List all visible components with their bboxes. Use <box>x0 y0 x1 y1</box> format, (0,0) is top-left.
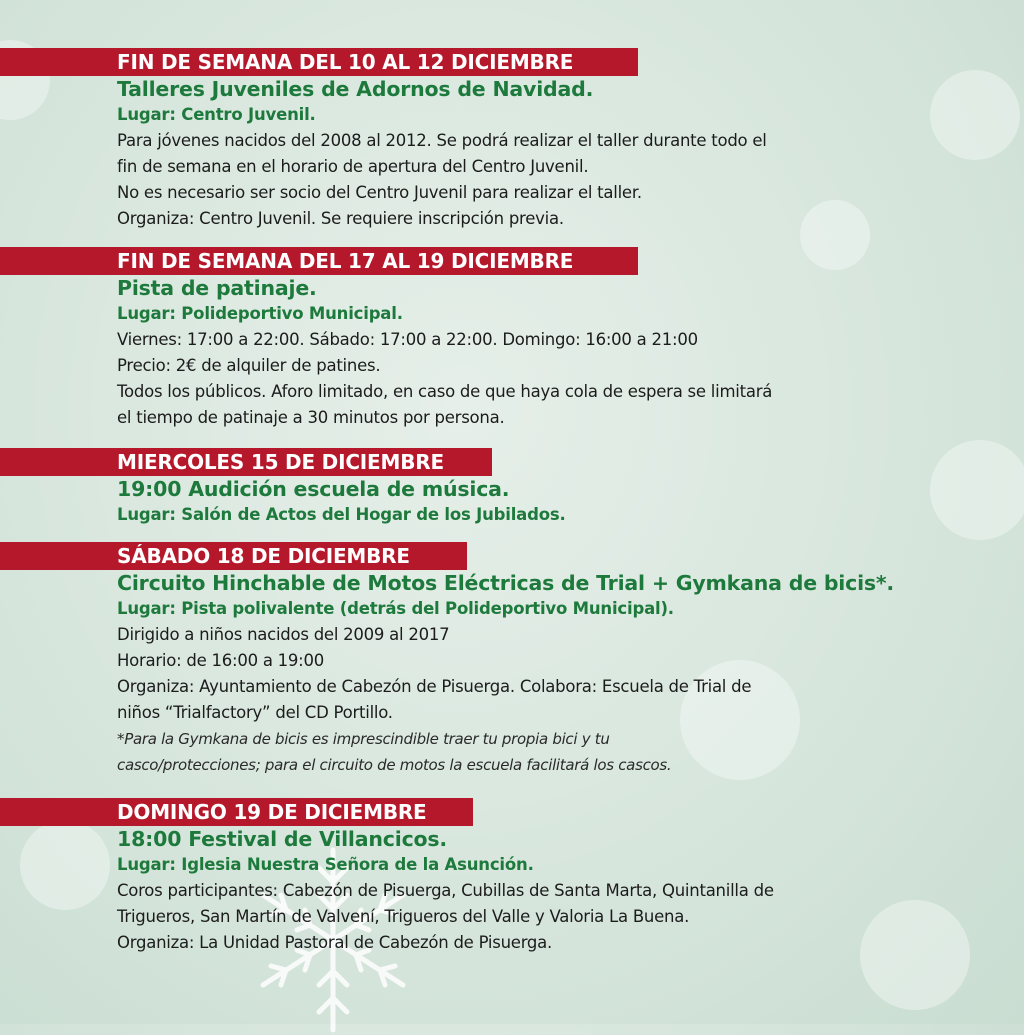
event-title: Talleres Juveniles de Adornos de Navidad. <box>117 77 594 101</box>
event-text-line: Coros participantes: Cabezón de Pisuerga, Cubillas de Santa Marta, Quintanilla de <box>117 881 774 900</box>
event-text-line: Organiza: La Unidad Pastoral de Cabezón de Pisuerga. <box>117 933 553 952</box>
event-text-line: Organiza: Ayuntamiento de Cabezón de Pisuerga. Colabora: Escuela de Trial de <box>117 677 752 696</box>
section-header: SÁBADO 18 DE DICIEMBRE <box>0 542 467 570</box>
event-footnote: casco/protecciones; para el circuito de motos la escuela facilitará los cascos. <box>117 756 672 774</box>
event-title: 18:00 Festival de Villancicos. <box>117 827 447 851</box>
event-text-line: Dirigido a niños nacidos del 2009 al 2017 <box>117 625 450 644</box>
event-location: Lugar: Salón de Actos del Hogar de los Jubilados. <box>117 505 566 524</box>
section-header: FIN DE SEMANA DEL 10 AL 12 DICIEMBRE <box>0 48 638 76</box>
event-text-line: Todos los públicos. Aforo limitado, en caso de que haya cola de espera se limitará <box>117 382 773 401</box>
event-text-line: Precio: 2€ de alquiler de patines. <box>117 356 381 375</box>
section-header: DOMINGO 19 DE DICIEMBRE <box>0 798 473 826</box>
event-section <box>0 798 1024 956</box>
event-section <box>0 247 1024 431</box>
event-text-line: niños “Trialfactory” del CD Portillo. <box>117 703 393 722</box>
event-text-line: Organiza: Centro Juvenil. Se requiere inscripción previa. <box>117 209 564 228</box>
event-text-line: fin de semana en el horario de apertura del Centro Juvenil. <box>117 157 589 176</box>
event-title: Circuito Hinchable de Motos Eléctricas de Trial + Gymkana de bicis*. <box>117 571 895 595</box>
event-section <box>0 48 1024 232</box>
event-title: 19:00 Audición escuela de música. <box>117 477 510 501</box>
section-header: MIERCOLES 15 DE DICIEMBRE <box>0 448 492 476</box>
event-text-line: Trigueros, San Martín de Valvení, Trigueros del Valle y Valoria La Buena. <box>117 907 690 926</box>
event-footnote: *Para la Gymkana de bicis es imprescindible traer tu propia bici y tu <box>117 730 610 748</box>
event-section <box>0 448 1024 528</box>
section-header: FIN DE SEMANA DEL 17 AL 19 DICIEMBRE <box>0 247 638 275</box>
event-text-line: el tiempo de patinaje a 30 minutos por persona. <box>117 408 505 427</box>
event-text-line: Viernes: 17:00 a 22:00. Sábado: 17:00 a 22:00. Domingo: 16:00 a 21:00 <box>117 330 698 349</box>
event-text-line: Para jóvenes nacidos del 2008 al 2012. Se podrá realizar el taller durante todo el <box>117 131 767 150</box>
event-location: Lugar: Centro Juvenil. <box>117 105 316 124</box>
event-section <box>0 542 1024 778</box>
event-location: Lugar: Iglesia Nuestra Señora de la Asunción. <box>117 855 534 874</box>
event-location: Lugar: Polideportivo Municipal. <box>117 304 403 323</box>
event-text-line: Horario: de 16:00 a 19:00 <box>117 651 324 670</box>
event-title: Pista de patinaje. <box>117 276 317 300</box>
event-text-line: No es necesario ser socio del Centro Juvenil para realizar el taller. <box>117 183 642 202</box>
event-location: Lugar: Pista polivalente (detrás del Polideportivo Municipal). <box>117 599 674 618</box>
